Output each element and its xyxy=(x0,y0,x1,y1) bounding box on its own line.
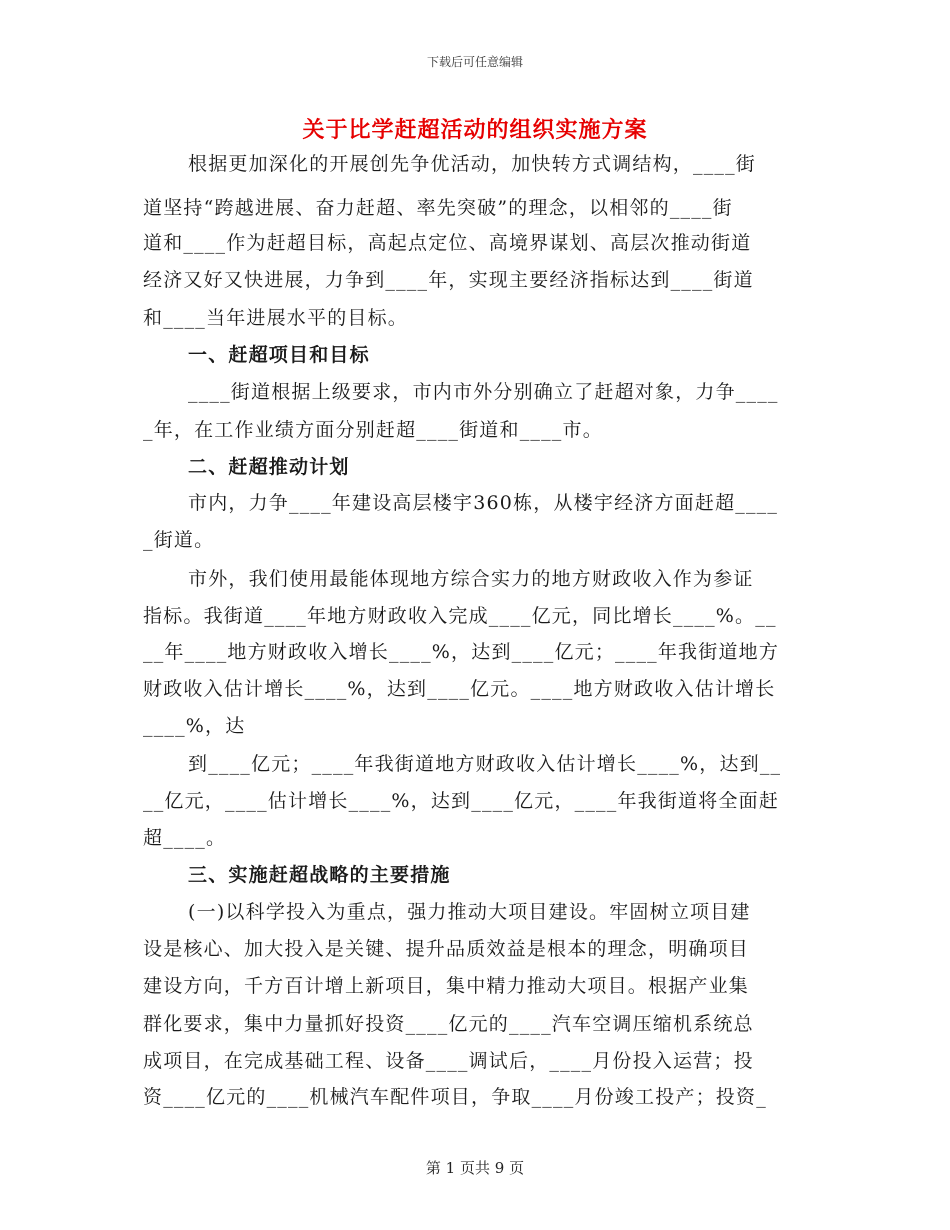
body-line: 道坚持“跨越进展、奋力赶超、率先突破”的理念，以相邻的____街 xyxy=(143,197,733,219)
body-line: 超____。 xyxy=(143,827,227,849)
page-header: 下载后可任意编辑 xyxy=(426,55,523,69)
body-line: 和____当年进展水平的目标。 xyxy=(143,307,409,329)
body-line: 指标。我街道____年地方财政收入完成____亿元，同比增长____%。__ xyxy=(143,605,777,627)
body-line: 根据更加深化的开展创先争优活动，加快转方式调结构，____街 xyxy=(188,153,757,175)
body-line: 设是核心、加大投入是关键、提升品质效益是根本的理念，明确项目 xyxy=(143,938,750,960)
body-line: ____街道根据上级要求，市内市外分别确立了赶超对象，力争____ xyxy=(188,381,779,403)
body-line: 财政收入估计增长____%，达到____亿元。____地方财政收入估计增长 xyxy=(143,678,776,700)
body-line: 群化要求，集中力量抓好投资____亿元的____汽车空调压缩机系统总 xyxy=(143,1013,754,1035)
body-line: 市内，力争____年建设高层楼宇360栋，从楼宇经济方面赶超____ xyxy=(188,492,779,514)
body-line: 资____亿元的____机械汽车配件项目，争取____月份竣工投产；投资_ xyxy=(143,1086,767,1108)
body-line: _年，在工作业绩方面分别赶超____街道和____市。 xyxy=(143,419,603,441)
body-line: 到____亿元；____年我街道地方财政收入估计增长____%，达到__ xyxy=(188,753,782,775)
body-line: 道和____作为赶超目标，高起点定位、高境界谋划、高层次推动街道 xyxy=(143,232,752,254)
document-title: 关于比学赶超活动的组织实施方案 xyxy=(302,117,648,143)
body-line: 经济又好又快进展，力争到____年，实现主要经济指标达到____街道 xyxy=(143,269,754,291)
section-heading: 二、赶超推动计划 xyxy=(188,456,350,478)
body-line: 成项目，在完成基础工程、设备____调试后，____月份投入运营；投 xyxy=(143,1050,754,1072)
page-number: 第 1 页共 9 页 xyxy=(425,1159,525,1177)
body-line: _街道。 xyxy=(143,529,215,551)
body-line: (一)以科学投入为重点，强力推动大项目建设。牢固树立项目建 xyxy=(188,901,751,923)
body-line: ____%，达 xyxy=(143,715,246,737)
body-line: 建设方向，千方百计增上新项目，集中精力推动大项目。根据产业集 xyxy=(143,975,750,997)
body-line: __亿元，____估计增长____%，达到____亿元，____年我街道将全面赶 xyxy=(143,790,780,812)
section-heading: 一、赶超项目和目标 xyxy=(188,344,370,366)
body-line: 市外，我们使用最能体现地方综合实力的地方财政收入作为参证 xyxy=(188,568,754,590)
section-heading: 三、实施赶超战略的主要措施 xyxy=(188,864,451,886)
body-line: __年____地方财政收入增长____%，达到____亿元；____年我街道地方 xyxy=(143,641,780,663)
